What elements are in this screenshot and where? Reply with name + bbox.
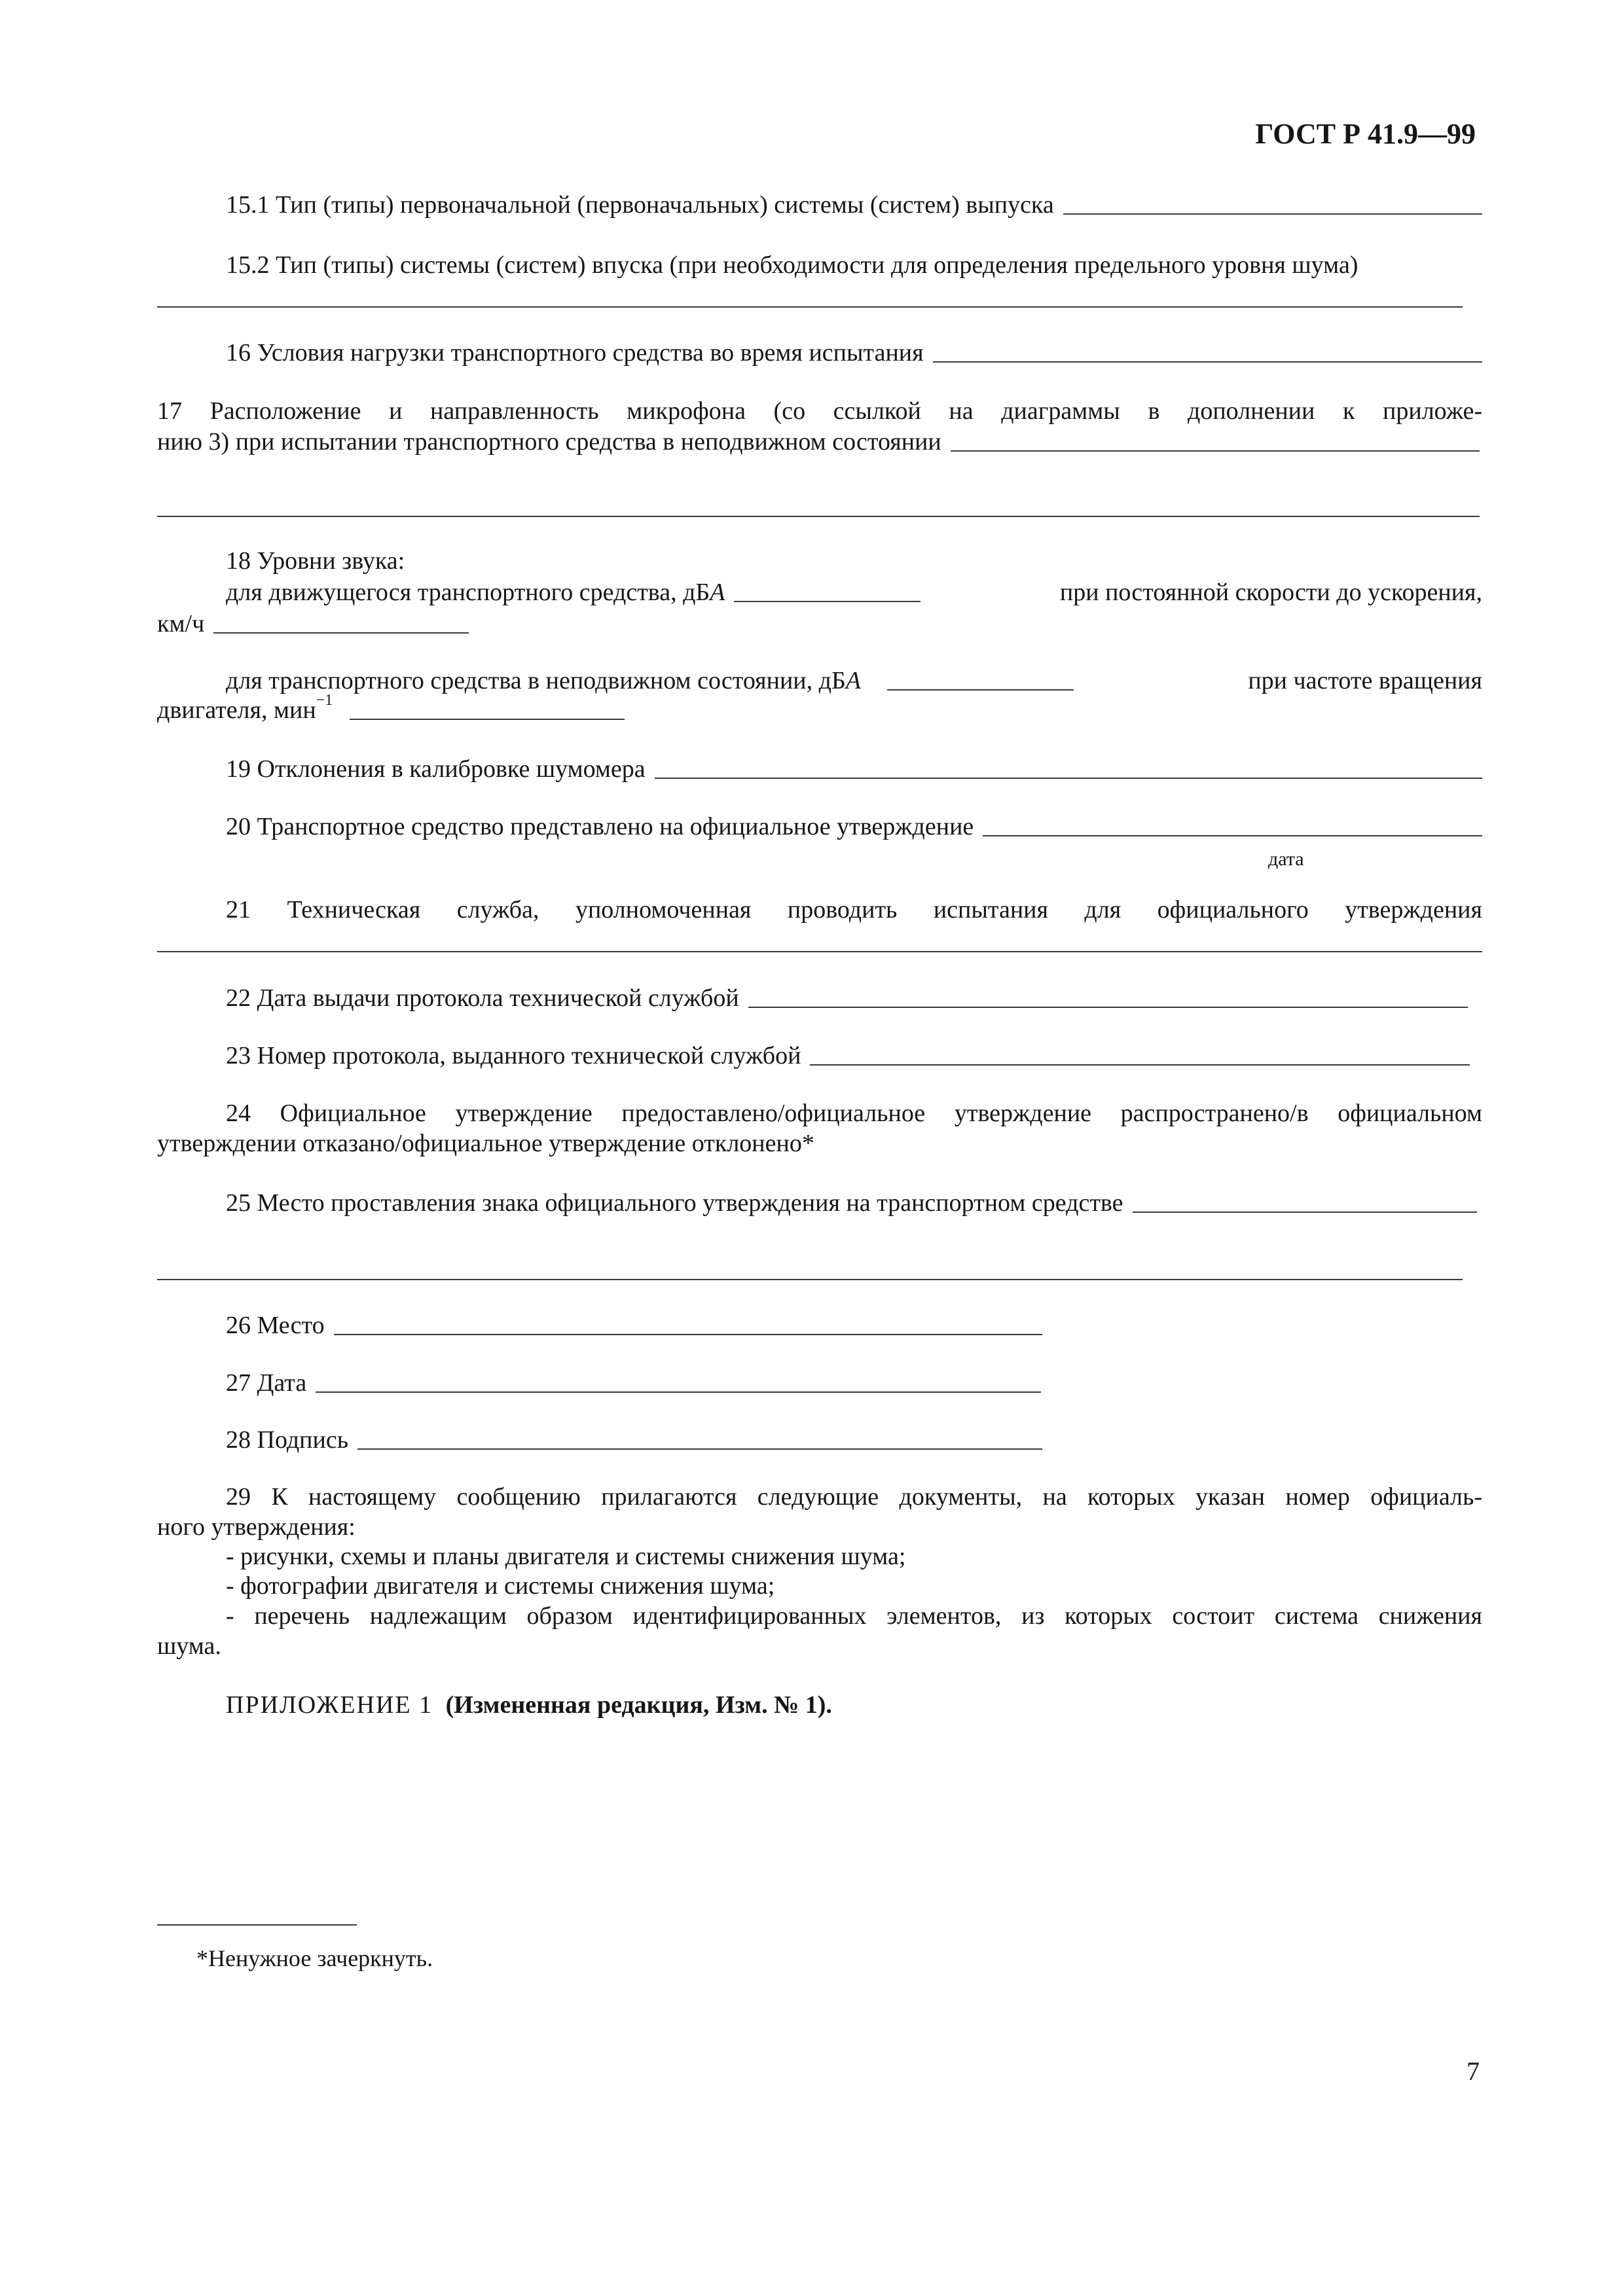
item-20-fill-line [983, 835, 1482, 836]
item-18-moving-fill-line [734, 601, 921, 602]
item-18-engine-fill-line [350, 719, 625, 720]
item-22 [226, 982, 1468, 1014]
annex-revision: (Измененная редакция, Изм. № 1). [445, 1691, 832, 1719]
item-17-fill-line [951, 450, 1480, 452]
item-21-fill-line [157, 951, 1482, 952]
item-18-moving [226, 576, 1482, 609]
item-17-line-a: 17 Расположение и направленность микрофона (со ссылкой на диаграммы в дополнении к приложе- [157, 397, 1482, 425]
footnote: *Ненужное зачеркнуть. [196, 1945, 433, 1971]
item-18-static [226, 664, 1482, 697]
item-15-1-fill-line [1063, 213, 1482, 215]
item-26-fill-line [334, 1334, 1042, 1335]
item-16 [226, 336, 1482, 369]
item-17-text-b: нию 3) при испытании транспортного средства в неподвижном состоянии [157, 428, 941, 456]
page-number: 7 [1467, 2056, 1480, 2086]
standard-code: ГОСТ Р 41.9—99 [1255, 118, 1476, 150]
item-18-moving-suffix: при постоянной скорости до ускорения, [1059, 579, 1482, 606]
item-18-kmh [157, 607, 469, 640]
item-25-fill-line [1133, 1211, 1477, 1213]
annex-label: ПРИЛОЖЕНИЕ 1 [226, 1691, 433, 1719]
item-24-line-a: 24 Официальное утверждение предоставлено/официальное утверждение распространено/в официальном [226, 1100, 1482, 1127]
item-15-2-fill-line [157, 306, 1463, 308]
item-17-line-b [157, 425, 1480, 458]
item-28-text: 28 Подпись [226, 1426, 349, 1454]
item-15-1 [226, 188, 1482, 221]
item-23-text: 23 Номер протокола, выданного технической службой [226, 1042, 801, 1069]
item-20-caption: дата [1268, 848, 1304, 870]
item-25-text: 25 Место проставления знака официального утверждения на транспортном средстве [226, 1189, 1123, 1217]
item-29-list-1: - рисунки, схемы и планы двигателя и системы снижения шума; [226, 1543, 906, 1570]
item-22-fill-line [748, 1007, 1468, 1008]
item-19-text: 19 Отклонения в калибровке шумомера [226, 755, 646, 783]
item-16-text: 16 Условия нагрузки транспортного средства во время испытания [226, 339, 924, 367]
item-20 [226, 810, 1482, 843]
item-18-static-text: для транспортного средства в неподвижном состоянии, дБA [226, 667, 862, 694]
item-19 [226, 753, 1482, 785]
item-18-engine-text: двигателя, мин$^{-1}$ [157, 692, 333, 724]
item-25 [226, 1187, 1477, 1219]
item-22-text: 22 Дата выдачи протокола технической службой [226, 984, 739, 1012]
item-18-static-suffix: при частоте вращения [1248, 667, 1482, 694]
item-28 [226, 1424, 1042, 1456]
item-27-text: 27 Дата [226, 1369, 307, 1397]
item-19-fill-line [655, 778, 1482, 779]
item-21-text: 21 Техническая служба, уполномоченная проводить испытания для официального утверждения [226, 896, 1482, 924]
item-18-kmh-text: км/ч [157, 610, 205, 637]
item-25-extra-line [157, 1279, 1463, 1280]
annex-note [226, 1689, 832, 1721]
item-29-list-3b: шума. [157, 1632, 221, 1660]
item-28-fill-line [357, 1448, 1042, 1450]
item-18-moving-text: для движущегося транспортного средства, дБA [226, 579, 725, 606]
item-16-fill-line [933, 361, 1482, 363]
item-18-heading: 18 Уровни звука: [226, 547, 405, 575]
item-18-engine [157, 694, 625, 726]
item-26 [226, 1309, 1042, 1342]
item-27 [226, 1367, 1041, 1399]
item-26-text: 26 Место [226, 1312, 325, 1339]
item-20-text: 20 Транспортное средство представлено на официальное утверждение [226, 813, 974, 840]
item-18-static-fill-line [887, 689, 1074, 691]
item-29-line-a: 29 К настоящему сообщению прилагаются следующие документы, на которых указан номер официаль- [226, 1483, 1482, 1511]
item-15-2-text: 15.2 Тип (типы) системы (систем) впуска (при необходимости для определения предельного уровня шума) [226, 251, 1359, 279]
item-24-line-b: утверждении отказано/официальное утверждение отклонено* [157, 1130, 814, 1157]
footnote-separator [157, 1924, 357, 1926]
item-29-line-b: ного утверждения: [157, 1513, 356, 1541]
item-29-list-3a: - перечень надлежащим образом идентифицированных элементов, из которых состоит система снижения [226, 1602, 1482, 1630]
item-23 [226, 1039, 1470, 1072]
item-29-list-2: - фотографии двигателя и системы снижения шума; [226, 1572, 775, 1600]
item-15-1-text: 15.1 Тип (типы) первоначальной (первоначальных) системы (систем) выпуска [226, 191, 1054, 219]
item-23-fill-line [810, 1064, 1470, 1066]
item-18-kmh-fill-line [213, 632, 469, 634]
item-27-fill-line [316, 1391, 1041, 1393]
item-17-extra-line [157, 516, 1480, 517]
